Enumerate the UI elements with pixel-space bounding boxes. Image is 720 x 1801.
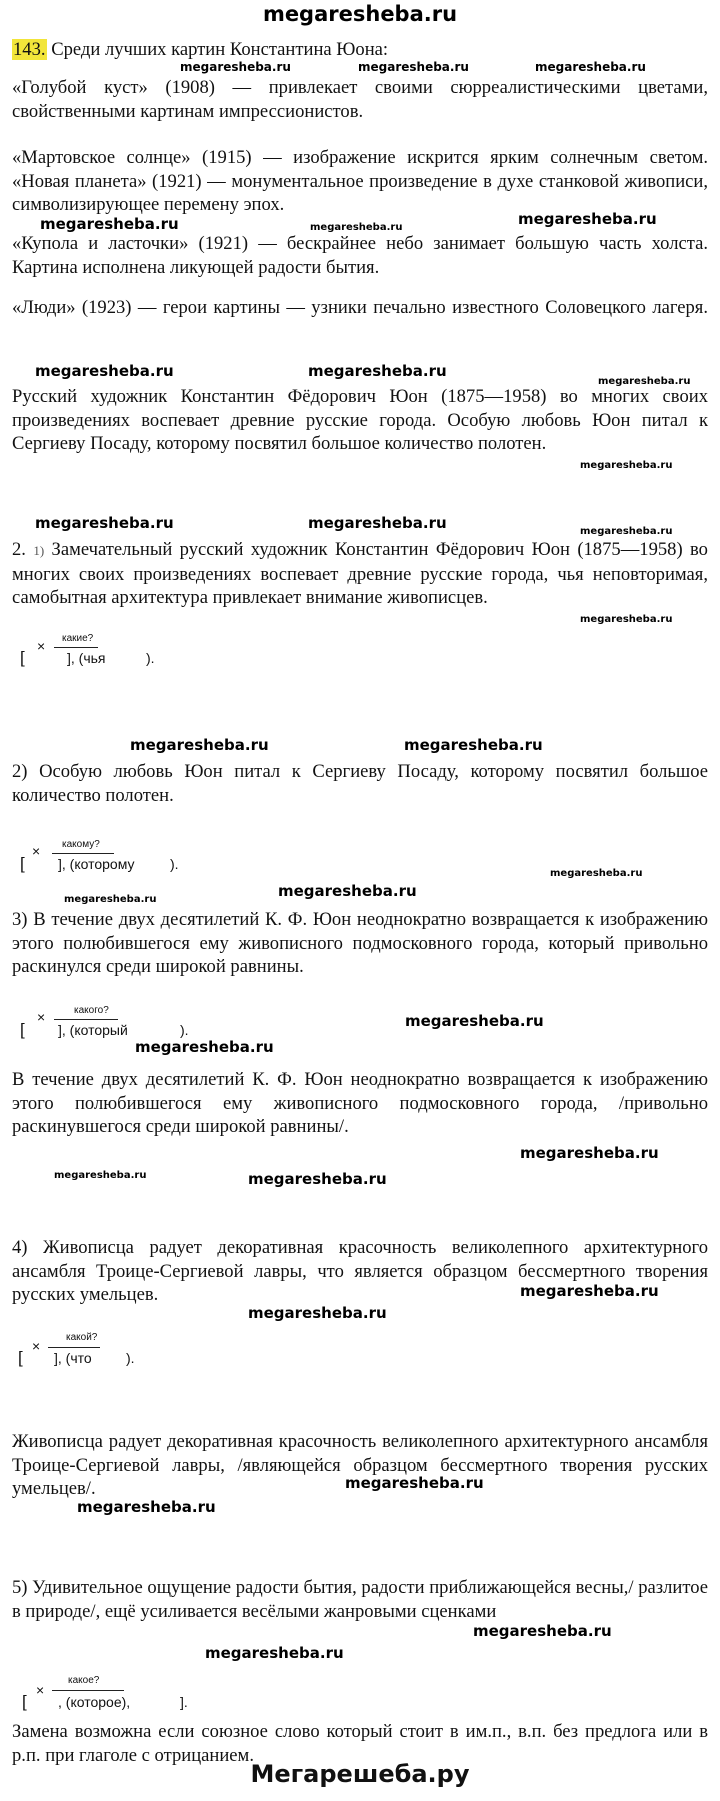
watermark: megaresheba.ru — [130, 736, 269, 754]
watermark: megaresheba.ru — [77, 1498, 216, 1516]
watermark: megaresheba.ru — [308, 514, 447, 532]
watermark: megaresheba.ru — [580, 614, 673, 625]
intro-text: Среди лучших картин Константина Юона: — [51, 39, 389, 60]
sentence-2: 2) Особую любовь Юон питал к Сергиеву Посаду, которому посвятил большое количество полотен. — [12, 761, 708, 806]
scheme-end: ). — [146, 650, 155, 666]
paragraph-people: «Люди» (1923) — герои картины — узники печально известного Соловецкого лагеря. — [12, 297, 708, 318]
watermark: megaresheba.ru — [520, 1144, 659, 1162]
watermark: megaresheba.ru — [35, 514, 174, 532]
scheme-rest: ], (который — [58, 1022, 128, 1038]
watermark: megaresheba.ru — [405, 1012, 544, 1030]
scheme-4: [ × какой? ], (что ). — [18, 1332, 135, 1367]
scheme-rest: ], (чья — [67, 650, 106, 666]
paragraph-yuon-summary: Русский художник Константин Фёдорович Юон (1875—1958) во многих своих произведениях воспевает древние русские города. Особую любовь Юон питал к Сергиеву Посаду, которому посвятил большое количество полотен. — [12, 386, 708, 454]
watermark: megaresheba.ru — [308, 362, 447, 380]
watermark: megaresheba.ru — [358, 60, 469, 74]
paragraph-domes: «Купола и ласточки» (1921) — бескрайнее небо занимает большую часть холста. Картина исполнена ликующей радости бытия. — [12, 233, 708, 278]
watermark: megaresheba.ru — [248, 1170, 387, 1188]
scheme-1: [ × какие? ], (чья ). — [20, 633, 155, 667]
watermark: megaresheba.ru — [54, 1170, 147, 1181]
scheme-question: какие? — [62, 633, 94, 644]
watermark: megaresheba.ru — [580, 460, 673, 471]
scheme-end: ). — [170, 856, 179, 872]
scheme-rest: ], (что — [54, 1350, 92, 1366]
task-number: 143. — [13, 39, 46, 60]
section-number: 2. — [12, 539, 26, 560]
footer-site-title: Мегарешеба.ру — [250, 1760, 470, 1788]
scheme-question: какому? — [62, 839, 100, 850]
sentence-4-rewritten: Живописца радует декоративная красочность великолепного архитектурного ансамбля Троице-Сергиевой лавры, /являющейся образцом бессмертного творения русских умельцев/. — [12, 1431, 708, 1499]
task-intro — [12, 38, 708, 62]
watermark: megaresheba.ru — [40, 215, 179, 233]
watermark: megaresheba.ru — [135, 1038, 274, 1056]
watermark: megaresheba.ru — [205, 1644, 344, 1662]
scheme-5: [ × какое? , (которое), ]. — [22, 1675, 188, 1711]
sentence-5: 5) Удивительное ощущение радости бытия, радости приближающейся весны,/ разлитое в природе/, ещё усиливается весёлыми жанровыми сценками — [12, 1577, 708, 1622]
watermark: megaresheba.ru — [180, 60, 291, 74]
watermark: megaresheba.ru — [248, 1304, 387, 1322]
scheme-2: [ × какому? ], (которому ). — [20, 839, 179, 873]
scheme-rest: ], (которому — [58, 856, 135, 872]
scheme-end: ). — [180, 1022, 189, 1038]
watermark: megaresheba.ru — [404, 736, 543, 754]
scheme-question: какой? — [66, 1332, 98, 1343]
sentence-4: 4) Живописца радует декоративная красочность великолепного архитектурного ансамбля Троице-Сергиевой лавры, что является образцом бессмертного творения русских умельцев. — [12, 1237, 708, 1305]
sentence-3: 3) В течение двух десятилетий К. Ф. Юон неоднократно возвращается к изображению этого полюбившегося ему живописного подмосковного города, который привольно раскинулся среди широкой равнины. — [12, 909, 708, 977]
watermark: megaresheba.ru — [535, 60, 646, 74]
replacement-note: Замена возможна если союзное слово который стоит в им.п., в.п. без предлога или в р.п. при глаголе с отрицанием. — [12, 1721, 708, 1766]
watermark: megaresheba.ru — [518, 210, 657, 228]
paragraph-blue-bush: «Голубой куст» (1908) — привлекает своими сюрреалистическими цветами, свойственными картинам импрессионистов. — [12, 77, 708, 122]
watermark: megaresheba.ru — [345, 1474, 484, 1492]
header-site-title: megaresheba.ru — [262, 2, 458, 26]
sentence-1 — [12, 538, 708, 610]
watermark: megaresheba.ru — [278, 882, 417, 900]
scheme-question: какого? — [74, 1005, 109, 1016]
scheme-question: какое? — [68, 1675, 100, 1686]
watermark: megaresheba.ru — [580, 526, 673, 537]
paragraph-march-sun: «Мартовское солнце» (1915) — изображение искрится ярким солнечным светом. «Новая планета» (1921) — монументальное произведение в духе станковой живописи, символизирующее перемену эпох. — [12, 147, 708, 215]
sentence-number: 1) — [33, 543, 45, 558]
scheme-end: ]. — [180, 1694, 188, 1710]
scheme-rest: , (которое), — [58, 1694, 131, 1710]
watermark: megaresheba.ru — [598, 376, 691, 387]
scheme-end: ). — [126, 1350, 135, 1366]
sentence-1-text: Замечательный русский художник Константин Фёдорович Юон (1875—1958) во многих своих произведениях воспевает древние русские города, чья неповторимая, самобытная архитектура привлекает внимание живописцев. — [12, 539, 708, 608]
watermark: megaresheba.ru — [473, 1622, 612, 1640]
watermark: megaresheba.ru — [550, 868, 643, 879]
watermark: megaresheba.ru — [310, 222, 403, 233]
sentence-3-rewritten: В течение двух десятилетий К. Ф. Юон неоднократно возвращается к изображению этого полюбившегося ему живописного подмосковного города, /привольно раскинувшегося среди широкой равнины/. — [12, 1069, 708, 1137]
scheme-3: [ × какого? ], (который ). — [20, 1005, 189, 1039]
watermark: megaresheba.ru — [520, 1282, 659, 1300]
watermark: megaresheba.ru — [35, 362, 174, 380]
watermark: megaresheba.ru — [64, 894, 157, 905]
